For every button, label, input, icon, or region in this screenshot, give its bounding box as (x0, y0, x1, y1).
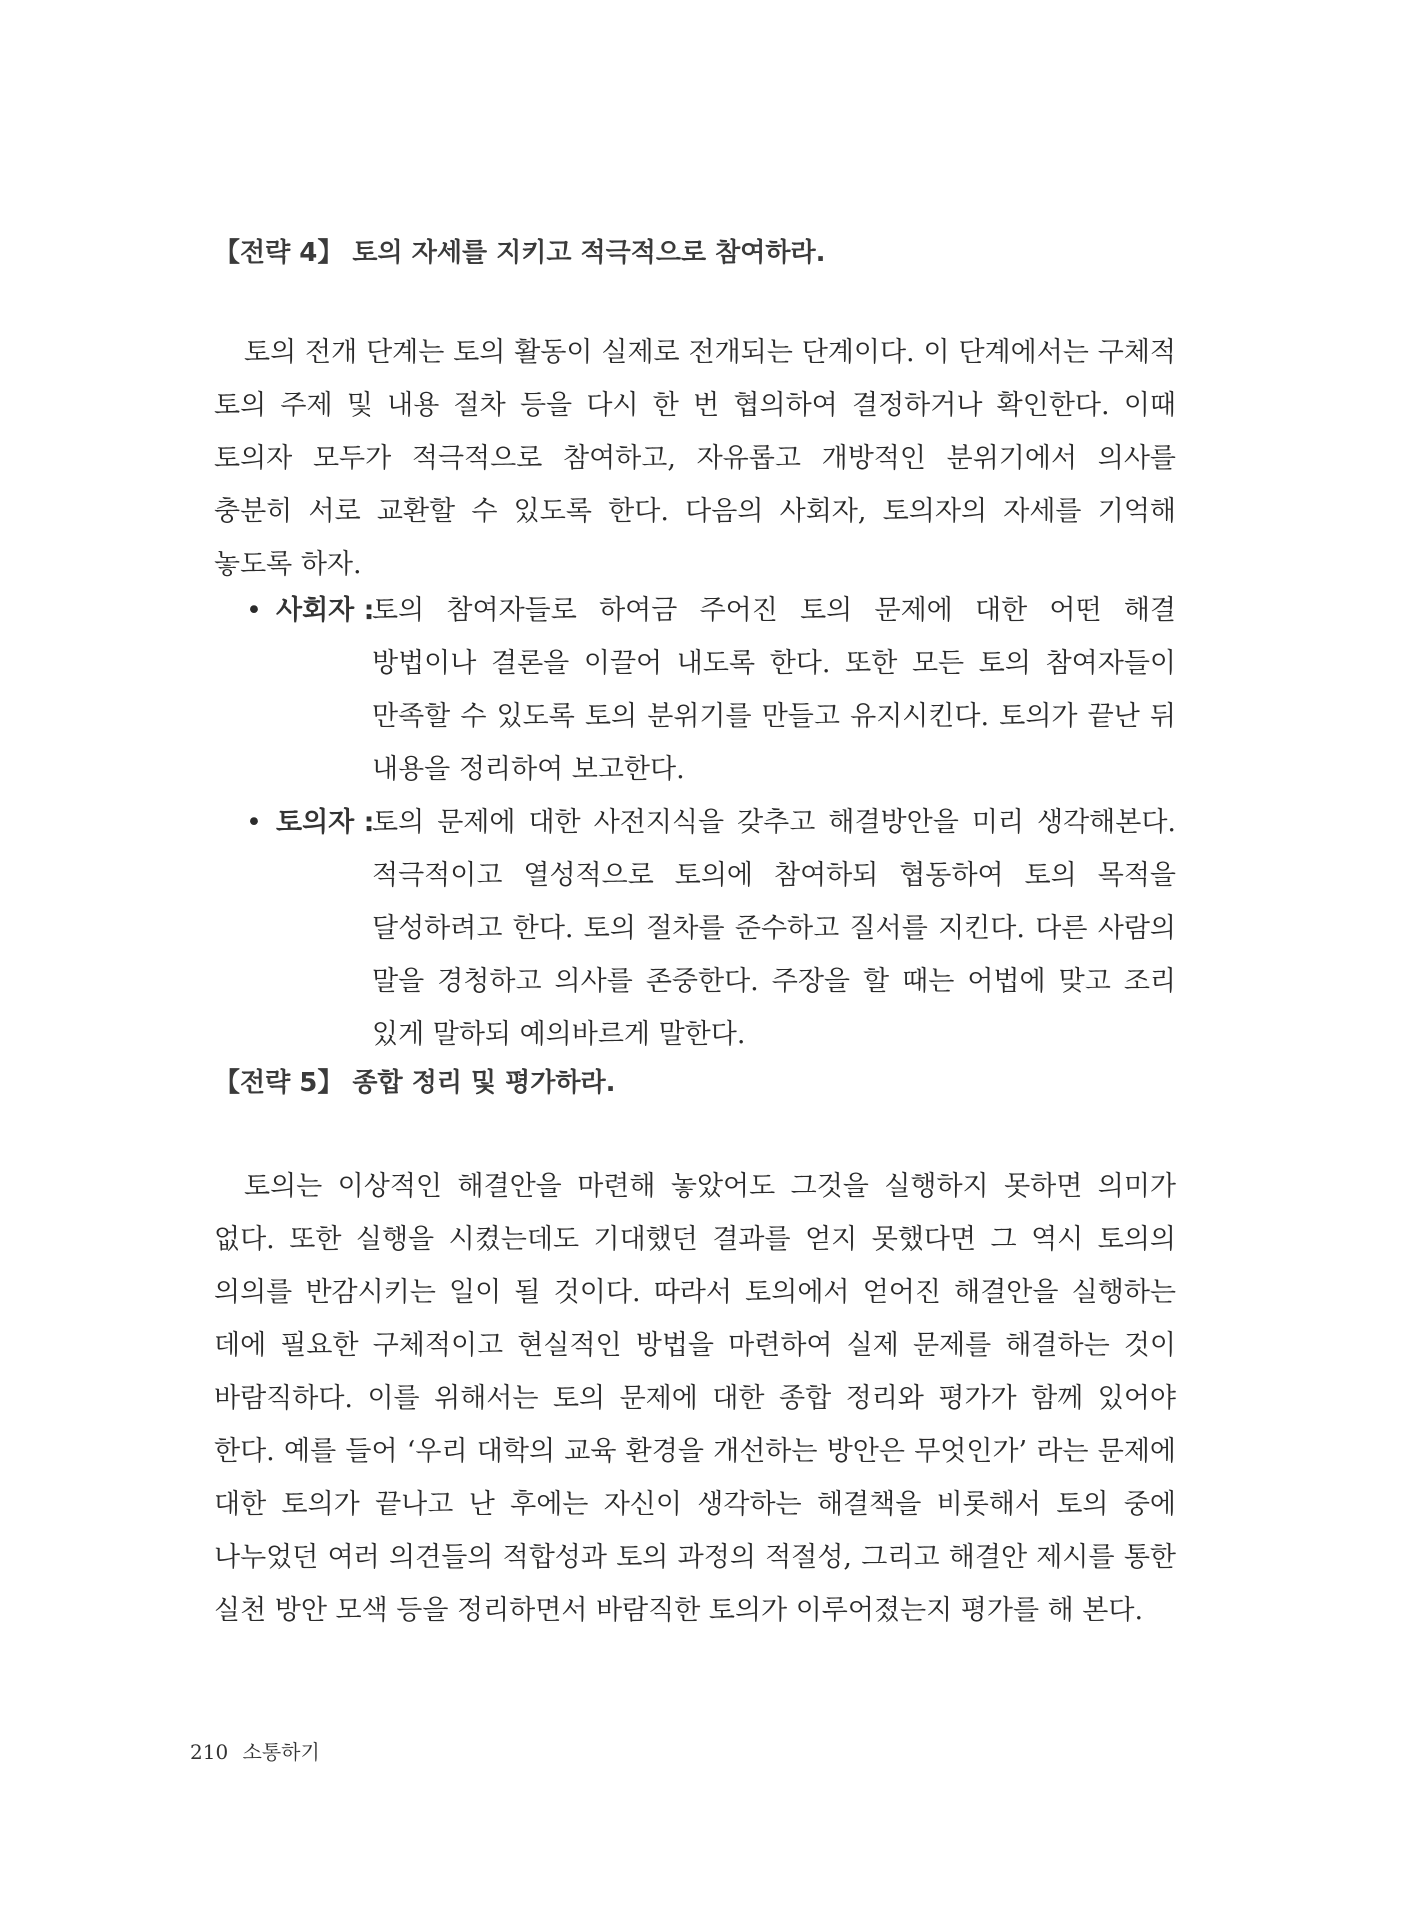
list-item-discussant (246, 796, 1176, 1061)
section-5-paragraph-text: 토의는 이상적인 해결안을 마련해 놓았어도 그것을 실행하지 못하면 의미가 없다. 또한 실행을 시켰는데도 기대했던 결과를 얻지 못했다면 그 역시 토의의 의의를 반감시키는 일이 될 것이다. 따라서 토의에서 얻어진 해결안을 실행하는 데에 필요한 구체적이고 현실적인 방법을 마련하여 실제 문제를 해결하는 것이 바람직하다. 이를 위해서는 토의 문제에 대한 종합 정리와 평가가 함께 있어야 한다. 예를 들어 ‘우리 대학의 교육 환경을 개선하는 방안은 무엇인가’ 라는 문제에 대한 토의가 끝나고 난 후에는 자신이 생각하는 해결책을 비롯해서 토의 중에 나누었던 여러 의견들의 적합성과 토의 과정의 적절성, 그리고 해결안 제시를 통한 실천 방안 모색 등을 정리하면서 바람직한 토의가 이루어졌는지 평가를 해 본다. (214, 1171, 1176, 1626)
moderator-term: 사회자 : (276, 595, 375, 626)
discussant-term: 토의자 : (276, 807, 375, 838)
section-5-paragraph (214, 1160, 1176, 1637)
bullet-marker: • (246, 807, 262, 838)
section-5-heading: 【전략 5】 종합 정리 및 평가하라. (214, 1068, 616, 1098)
page-footer (190, 1736, 320, 1765)
running-title: 소통하기 (242, 1740, 320, 1764)
role-list (246, 584, 1176, 1061)
discussant-description: 토의 문제에 대한 사전지식을 갖추고 해결방안을 미리 생각해본다. 적극적이고 열성적으로 토의에 참여하되 협동하여 토의 목적을 달성하려고 한다. 토의 절차를 준수하고 질서를 지킨다. 다른 사람의 말을 경청하고 의사를 존중한다. 주장을 할 때는 어법에 맞고 조리 있게 말하되 예의바르게 말한다. (372, 807, 1176, 1050)
section-4-paragraph-text: 토의 전개 단계는 토의 활동이 실제로 전개되는 단계이다. 이 단계에서는 구체적 토의 주제 및 내용 절차 등을 다시 한 번 협의하여 결정하거나 확인한다. 이때 토의자 모두가 적극적으로 참여하고, 자유롭고 개방적인 분위기에서 의사를 충분히 서로 교환할 수 있도록 한다. 다음의 사회자, 토의자의 자세를 기억해 놓도록 하자. (214, 337, 1176, 580)
page-number: 210 (190, 1740, 229, 1764)
moderator-description: 토의 참여자들로 하여금 주어진 토의 문제에 대한 어떤 해결 방법이나 결론을 이끌어 내도록 한다. 또한 모든 토의 참여자들이 만족할 수 있도록 토의 분위기를 만들고 유지시킨다. 토의가 끝난 뒤 내용을 정리하여 보고한다. (372, 595, 1176, 785)
bullet-marker: • (246, 595, 262, 626)
paragraph-indent (214, 1171, 244, 1202)
paragraph-indent (214, 337, 244, 368)
section-4-heading: 【전략 4】 토의 자세를 지키고 적극적으로 참여하라. (214, 238, 826, 268)
list-item-moderator (246, 584, 1176, 796)
section-4-paragraph (214, 326, 1176, 591)
